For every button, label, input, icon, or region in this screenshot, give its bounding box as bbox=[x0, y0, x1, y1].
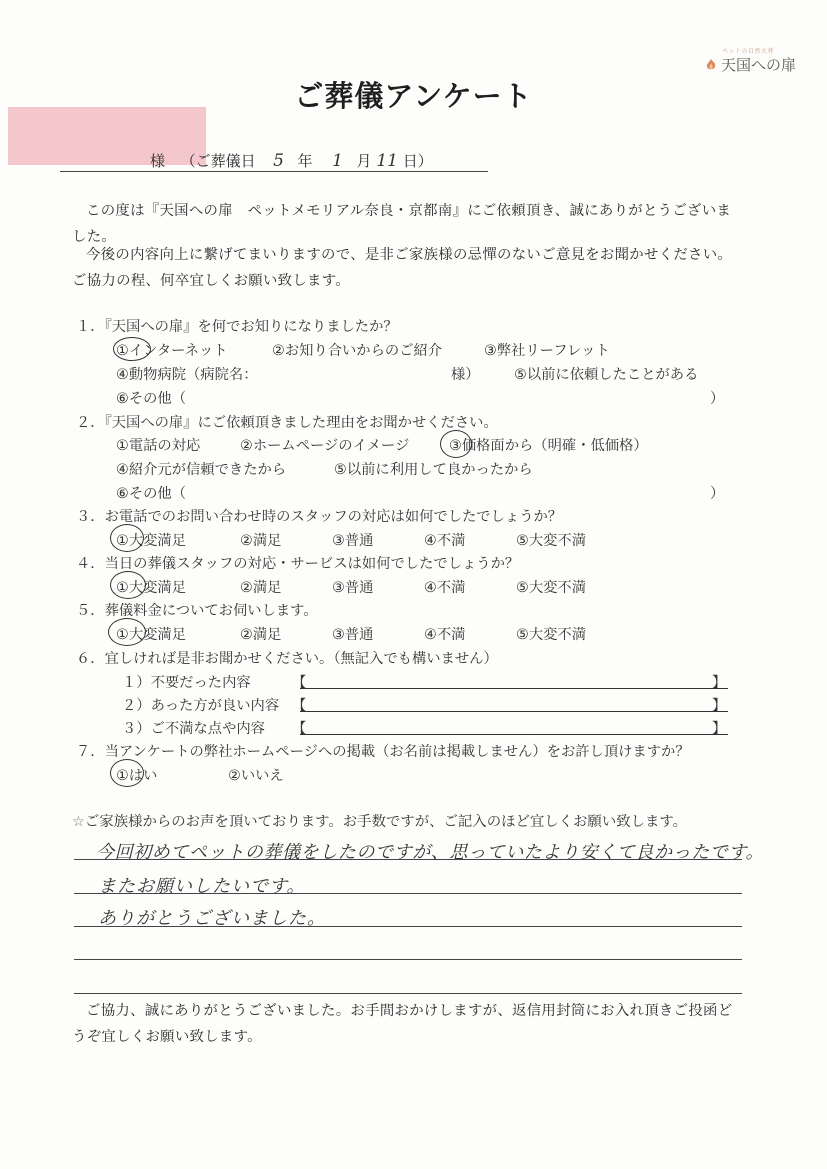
q1-option-leaflet[interactable]: ③弊社リーフレット bbox=[484, 343, 610, 359]
logo-text: 天国への扉 bbox=[721, 56, 797, 74]
q2-option-phone[interactable]: ①電話の対応 bbox=[116, 438, 201, 454]
q5-option-very-dissatisfied[interactable]: ⑤大変不満 bbox=[516, 627, 587, 643]
logo-tagline: ペットの自然火葬 bbox=[722, 48, 775, 55]
q3-option-satisfied[interactable]: ②満足 bbox=[240, 533, 282, 549]
q6-item-unnecessary: １）不要だった内容 bbox=[122, 675, 251, 691]
comment-rule bbox=[74, 926, 742, 927]
sama-label: 様 bbox=[150, 152, 166, 170]
q2-option-trusted[interactable]: ④紹介元が信頼できたから bbox=[116, 462, 287, 478]
bracket-open: 【 bbox=[292, 698, 307, 714]
year-value: 5 bbox=[273, 151, 284, 171]
q4-option-very-satisfied[interactable]: ①大変満足 bbox=[116, 580, 187, 596]
answer-circle bbox=[110, 524, 144, 552]
bracket-open: 【 bbox=[292, 675, 307, 691]
comments-prompt-text: ご家族様からのお声を頂いております。お手数ですが、ご記入のほど宜しくお願い致します。 bbox=[84, 814, 688, 830]
comment-line-3: ありがとうございました。 bbox=[98, 908, 326, 929]
comment-rule bbox=[74, 859, 742, 860]
q1-option-vet-end: 様） bbox=[451, 367, 480, 383]
bracket-close: 】 bbox=[712, 698, 727, 714]
date-close: 日） bbox=[402, 152, 433, 170]
month-value: 1 bbox=[332, 151, 343, 171]
q6-item-complaints: ３）ご不満な点や内容 bbox=[122, 721, 265, 737]
answer-circle bbox=[113, 337, 151, 361]
comment-line-2: またお願いしたいです。 bbox=[98, 876, 306, 897]
comment-line-1: 今回初めてペットの葬儀をしたのですが、思っていたより安くて良かったです。 bbox=[96, 842, 765, 863]
answer-circle bbox=[440, 430, 472, 458]
name-date-line bbox=[150, 150, 433, 171]
question-3: ３．お電話でのお問い合わせ時のスタッフの対応は如何でしたでしょうか？ bbox=[76, 509, 563, 525]
question-6: ６．宜しければ是非お聞かせください。（無記入でも構いません） bbox=[76, 651, 498, 667]
comment-rule bbox=[74, 993, 742, 994]
intro-paragraph-1: この度は『天国への扉 ペットメモリアル奈良・京都南』にご依頼頂き、誠にありがとうございました。 bbox=[72, 203, 732, 245]
q5-option-dissatisfied[interactable]: ④不満 bbox=[424, 627, 466, 643]
q2-option-other[interactable]: ⑥その他（ bbox=[116, 486, 187, 502]
bracket-open: 【 bbox=[292, 721, 307, 737]
question-5: ５．葬儀料金についてお伺いします。 bbox=[76, 603, 318, 619]
question-4: ４．当日の葬儀スタッフの対応・サービスは如何でしたでしょうか？ bbox=[76, 556, 520, 572]
question-1: １．『天国への扉』を何でお知りになりましたか？ bbox=[76, 319, 398, 335]
year-unit: 年 bbox=[297, 152, 313, 170]
answer-circle bbox=[110, 571, 146, 599]
answer-field-complaints[interactable] bbox=[300, 734, 728, 735]
q5-option-normal[interactable]: ③普通 bbox=[332, 627, 374, 643]
answer-circle bbox=[108, 618, 146, 646]
closing-message: ご協力、誠にありがとうございました。お手間おかけしますが、返信用封筒にお入れ頂きご投函どうぞ宜しくお願い致します。 bbox=[72, 1003, 733, 1045]
answer-field-unnecessary[interactable] bbox=[300, 688, 728, 689]
q3-option-normal[interactable]: ③普通 bbox=[332, 533, 374, 549]
q4-option-very-dissatisfied[interactable]: ⑤大変不満 bbox=[516, 580, 587, 596]
q1-option-other[interactable]: ⑥その他（ bbox=[116, 391, 187, 407]
answer-field-better[interactable] bbox=[300, 711, 728, 712]
q5-option-very-satisfied[interactable]: ①大変満足 bbox=[116, 627, 187, 643]
comment-rule bbox=[74, 893, 742, 894]
bracket-close: 】 bbox=[712, 675, 727, 691]
answer-circle bbox=[110, 759, 144, 787]
day-value: 11 bbox=[376, 151, 398, 171]
q4-option-satisfied[interactable]: ②満足 bbox=[240, 580, 282, 596]
q4-option-dissatisfied[interactable]: ④不満 bbox=[424, 580, 466, 596]
q5-option-satisfied[interactable]: ②満足 bbox=[240, 627, 282, 643]
question-2: ２．『天国への扉』にご依頼頂きました理由をお聞かせください。 bbox=[76, 415, 498, 431]
q1-option-internet[interactable]: ①インターネット bbox=[116, 343, 228, 359]
q7-option-yes[interactable]: ①はい bbox=[116, 768, 158, 784]
date-open: （ご葬儀日 bbox=[180, 152, 256, 170]
q2-option-previous[interactable]: ⑤以前に利用して良かったから bbox=[334, 462, 533, 478]
logo bbox=[704, 54, 796, 75]
q2-option-price[interactable]: ③価格面から（明確・低価格） bbox=[449, 438, 648, 454]
q6-item-better: ２）あった方が良い内容 bbox=[122, 698, 280, 714]
q1-option-previous[interactable]: ⑤以前に依頼したことがある bbox=[514, 367, 699, 383]
q1-option-vet[interactable]: ④動物病院（病院名： bbox=[116, 367, 258, 383]
q1-other-close: ） bbox=[710, 391, 725, 407]
question-7: ７．当アンケートの弊社ホームページへの掲載（お名前は掲載しません）をお許し頂けますか？ bbox=[76, 744, 690, 760]
q4-option-normal[interactable]: ③普通 bbox=[332, 580, 374, 596]
q3-option-dissatisfied[interactable]: ④不満 bbox=[424, 533, 466, 549]
q2-other-close: ） bbox=[710, 486, 725, 502]
comments-prompt bbox=[72, 810, 687, 831]
bracket-close: 】 bbox=[712, 721, 727, 737]
q3-option-very-dissatisfied[interactable]: ⑤大変不満 bbox=[516, 533, 587, 549]
comment-rule bbox=[74, 959, 742, 960]
name-underline bbox=[60, 171, 488, 172]
q1-option-referral[interactable]: ②お知り合いからのご紹介 bbox=[272, 343, 443, 359]
q7-option-no[interactable]: ②いいえ bbox=[228, 768, 284, 784]
q2-option-homepage[interactable]: ②ホームページのイメージ bbox=[240, 438, 410, 454]
q3-option-very-satisfied[interactable]: ①大変満足 bbox=[116, 533, 187, 549]
flame-logo-icon bbox=[704, 58, 718, 72]
month-unit: 月 bbox=[356, 152, 372, 170]
intro-paragraph-2: 今後の内容向上に繋げてまいりますので、是非ご家族様の忌憚のないご意見をお聞かせください。ご協力の程、何卒宜しくお願い致します。 bbox=[72, 247, 733, 289]
star-icon: ☆ bbox=[72, 814, 85, 830]
page-title: ご葬儀アンケート bbox=[294, 79, 533, 113]
